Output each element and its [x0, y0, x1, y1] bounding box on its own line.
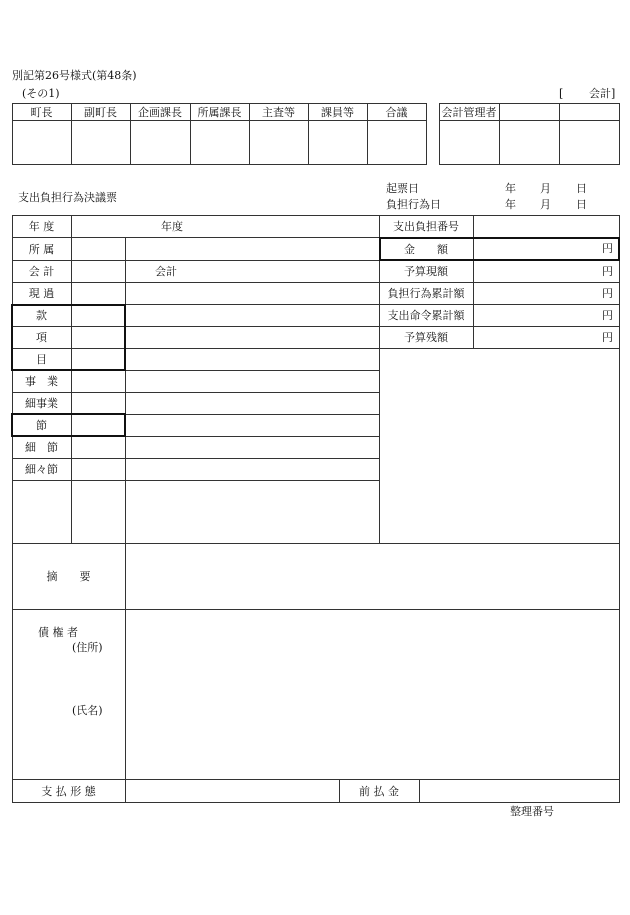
ruikei-label: 負担行為累計額: [387, 287, 465, 300]
kaikei-label: 会 計: [28, 265, 55, 278]
genka-label: 現 過: [28, 287, 55, 300]
bango-label: 支出負担番号: [393, 220, 459, 233]
bracket-left: [: [559, 87, 564, 100]
approval-col-2: 副町長: [84, 105, 117, 119]
approval-col-7: 合議: [385, 105, 408, 119]
yen-ruikei: 円: [602, 287, 613, 300]
shimei-label: (氏名): [72, 704, 103, 717]
approval-col-4: 所属課長: [197, 105, 242, 119]
kihyo-label: 起票日: [386, 182, 419, 195]
nendo-label: 年 度: [28, 220, 55, 233]
moku-label: 目: [36, 353, 47, 366]
accounting-manager-label: 会計管理者: [441, 105, 497, 119]
kihyo-year: 年: [505, 182, 516, 195]
seiri-bango-label: 整理番号: [510, 805, 554, 818]
meirei-label: 支出命令累計額: [387, 309, 465, 322]
saijigyo-label: 細事業: [25, 397, 58, 410]
tekiyo-label: 摘 要: [46, 570, 91, 583]
jusho-label: (住所): [72, 641, 103, 654]
form-title: 別記第26号様式(第48条): [12, 69, 137, 82]
kou-label: 項: [36, 331, 47, 344]
yosan-genka-label: 予算現額: [404, 265, 448, 278]
yen-meirei: 円: [602, 309, 613, 322]
maebarai-label: 前 払 金: [359, 784, 399, 798]
jigyo-label: 事 業: [25, 375, 58, 388]
doc-title: 支出負担行為決議票: [18, 191, 117, 204]
nendo-value: 年度: [161, 220, 183, 233]
setsu-label: 節: [36, 419, 47, 432]
zangaku-label: 予算残額: [404, 331, 448, 344]
approval-col-6: 課員等: [321, 105, 354, 119]
futan-date-label: 負担行為日: [386, 198, 441, 211]
approval-col-1: 町長: [30, 105, 53, 119]
kingaku-label: 金 額: [404, 242, 448, 256]
approval-col-3: 企画課長: [138, 105, 182, 119]
kaikei-value: 会計: [155, 265, 177, 278]
yen-zangaku: 円: [602, 331, 613, 344]
shiharai-label: 支 払 形 態: [41, 784, 96, 798]
futan-month: 月: [540, 198, 551, 211]
kan-label: 款: [36, 309, 47, 322]
saisaisetsu-label: 細々節: [25, 463, 58, 476]
kihyo-month: 月: [540, 182, 551, 195]
yen-yosan-genka: 円: [602, 265, 613, 278]
approval-col-5: 主査等: [262, 105, 295, 119]
sub-title: (その1): [22, 87, 60, 100]
futan-year: 年: [505, 198, 516, 211]
saisetsu-label: 細 節: [25, 441, 58, 454]
saikensha-label: 債 権 者: [38, 626, 78, 639]
futan-day: 日: [576, 198, 587, 211]
shozoku-label: 所 属: [28, 242, 55, 256]
bracket-right: 会計]: [589, 87, 616, 100]
kihyo-day: 日: [576, 182, 587, 195]
yen-kingaku: 円: [602, 242, 613, 255]
